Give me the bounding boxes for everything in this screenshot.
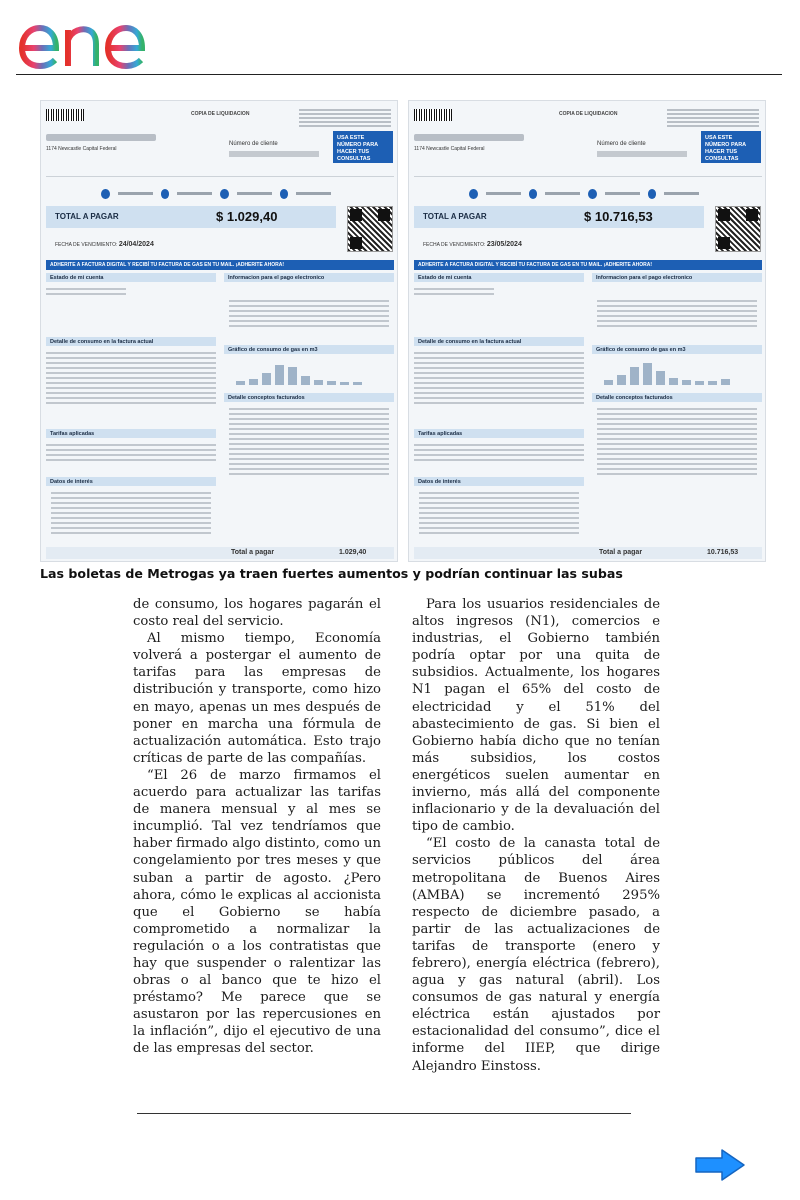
client-number-label: Número de cliente: [229, 141, 278, 147]
section-billed-concepts: Detalle conceptos facturados: [592, 393, 762, 402]
image-caption: Las boletas de Metrogas ya traen fuertes aumentos y podrían continuar las subas: [40, 566, 623, 581]
section-electronic-payment: Informacion para el pago electronico: [224, 273, 394, 282]
phone-icon: [280, 189, 289, 199]
section-gas-chart: Gráfico de consumo de gas en m3: [224, 345, 394, 354]
payment-lines: [597, 297, 757, 330]
section-consumption-detail: Detalle de consumo en la factura actual: [46, 337, 216, 346]
facebook-icon: [220, 189, 229, 199]
tariffs-table: [414, 441, 584, 464]
right-arrow-icon[interactable]: [694, 1148, 746, 1182]
due-date: FECHA DE VENCIMIENTO: 24/04/2024: [55, 241, 154, 248]
qr-code: [715, 206, 761, 252]
paragraph: “El costo de la canasta total de servicios públicos del área metropolitana de Buenos Aires (AMBA) se incrementó 295% respecto de diciembre pasado, a partir de las actualizaciones de tarifas de transporte (enero y febrero), energía eléctrica (febrero), agua y gas natural (abril). Los consumos de gas natural y energía eléctrica están ajustados por estacionalidad del consumo”, dice el informe del IIEP, que dirige Alejandro Einstoss.: [412, 836, 660, 1074]
footer-total-label: Total a pagar: [599, 549, 643, 556]
barcode: [46, 109, 84, 121]
gas-consumption-bars: [236, 359, 362, 385]
consumption-table: [46, 349, 216, 407]
total-label: TOTAL A PAGAR: [423, 212, 487, 221]
paragraph: Al mismo tiempo, Economía volverá a postergar el aumento de tarifas para las empresas de distribución y transporte, como hizo en mayo, apenas un mes después de poner en marcha una fórmula de actualización automática. Esto trajo críticas de parte de las compañías.: [133, 631, 381, 766]
client-number-label: Número de cliente: [597, 141, 646, 147]
article-column-left: [133, 596, 381, 1058]
client-number-cta: USA ESTE NÚMERO PARA HACER TUS CONSULTAS: [701, 131, 761, 163]
paragraph: Para los usuarios residenciales de altos ingresos (N1), comercios e industrias, el Gobierno también podría optar por una quita de subsidios. Actualmente, los hogares N1 pagan el 65% del costo de electricidad y el 51% del abastecimiento de gas. Si bien el Gobierno había dicho que no tenían más subsidios, los costos energéticos suelen aumentar en invierno, más allá del componente inflacionario y de la devaluación del tipo de cambio.: [412, 597, 660, 835]
section-tariffs: Tarifas aplicadas: [46, 429, 216, 438]
contact-icons: [469, 189, 699, 203]
section-data-of-interest: Datos de interés: [414, 477, 584, 486]
section-tariffs: Tarifas aplicadas: [414, 429, 584, 438]
consumption-table: [414, 349, 584, 407]
facebook-icon: [588, 189, 597, 199]
whatsapp-icon: [529, 189, 538, 199]
bill-fineprint: [667, 107, 759, 129]
due-date: FECHA DE VENCIMIENTO: 23/05/2024: [423, 241, 522, 248]
bill-image-april: [40, 100, 398, 562]
digital-invoice-banner: ADHERITE A FACTURA DIGITAL Y RECIBÍ TU FACTURA DE GAS EN TU MAIL. ¡ADHERITE AHORA!: [46, 260, 394, 270]
concepts-lines: [229, 405, 389, 478]
bill-address: 1174 Newcastle Capital Federal: [414, 146, 485, 152]
interest-lines: [419, 489, 579, 537]
account-lines: [414, 285, 494, 298]
interest-lines: [51, 489, 211, 537]
section-consumption-detail: Detalle de consumo en la factura actual: [414, 337, 584, 346]
qr-code: [347, 206, 393, 252]
section-gas-chart: Gráfico de consumo de gas en m3: [592, 345, 762, 354]
paragraph: “El 26 de marzo firmamos el acuerdo para actualizar las tarifas de manera mensual y al mes se incumplió. Tal vez tendríamos que haber firmado algo distinto, como un congelamiento por tres meses y que suban a partir de agosto. ¿Pero ahora, cómo le explicas al accionista que el Gobierno se había comprometido a normalizar la regulación o a los contratistas que hay que suspender o ralentizar las obras o al banco que te hizo el préstamo? Me parece que se asustaron por las repercusiones en la inflación”, dijo el ejecutivo de una de las empresas del sector.: [133, 767, 381, 1057]
article-column-right: [412, 596, 660, 1075]
section-data-of-interest: Datos de interés: [46, 477, 216, 486]
gas-consumption-bars: [604, 359, 730, 385]
total-amount: $ 10.716,53: [584, 209, 653, 224]
client-number-cta: USA ESTE NÚMERO PARA HACER TUS CONSULTAS: [333, 131, 393, 163]
section-electronic-payment: Informacion para el pago electronico: [592, 273, 762, 282]
web-icon: [469, 189, 478, 199]
contact-icons: [101, 189, 331, 203]
header-divider: [16, 74, 782, 75]
redacted-name: [414, 134, 524, 141]
section-account-status: Estado de mi cuenta: [46, 273, 216, 282]
tariffs-table: [46, 441, 216, 464]
footer-total-label: Total a pagar: [231, 549, 275, 556]
section-billed-concepts: Detalle conceptos facturados: [224, 393, 394, 402]
paragraph: de consumo, los hogares pagarán el costo real del servicio.: [133, 597, 381, 630]
phone-icon: [648, 189, 657, 199]
enel-logo: [16, 6, 176, 72]
web-icon: [101, 189, 110, 199]
redacted-name: [46, 134, 156, 141]
bill-copy-title: COPIA DE LIQUIDACION: [559, 111, 618, 117]
total-amount: $ 1.029,40: [216, 209, 278, 224]
bill-info-row: [414, 171, 762, 177]
footer-total-value: 1.029,40: [339, 549, 367, 556]
footer-total-value: 10.716,53: [707, 549, 739, 556]
redacted-client-number: [229, 151, 319, 157]
bottom-divider: [137, 1113, 631, 1114]
bill-info-row: [46, 171, 394, 177]
redacted-client-number: [597, 151, 687, 157]
concepts-lines: [597, 405, 757, 478]
payment-lines: [229, 297, 389, 330]
bill-copy-title: COPIA DE LIQUIDACION: [191, 111, 250, 117]
account-lines: [46, 285, 126, 298]
bill-image-may: [408, 100, 766, 562]
barcode: [414, 109, 452, 121]
bill-fineprint: [299, 107, 391, 129]
total-label: TOTAL A PAGAR: [55, 212, 119, 221]
whatsapp-icon: [161, 189, 170, 199]
bill-address: 1174 Newcastle Capital Federal: [46, 146, 117, 152]
digital-invoice-banner: ADHERITE A FACTURA DIGITAL Y RECIBÍ TU FACTURA DE GAS EN TU MAIL. ¡ADHERITE AHORA!: [414, 260, 762, 270]
section-account-status: Estado de mi cuenta: [414, 273, 584, 282]
